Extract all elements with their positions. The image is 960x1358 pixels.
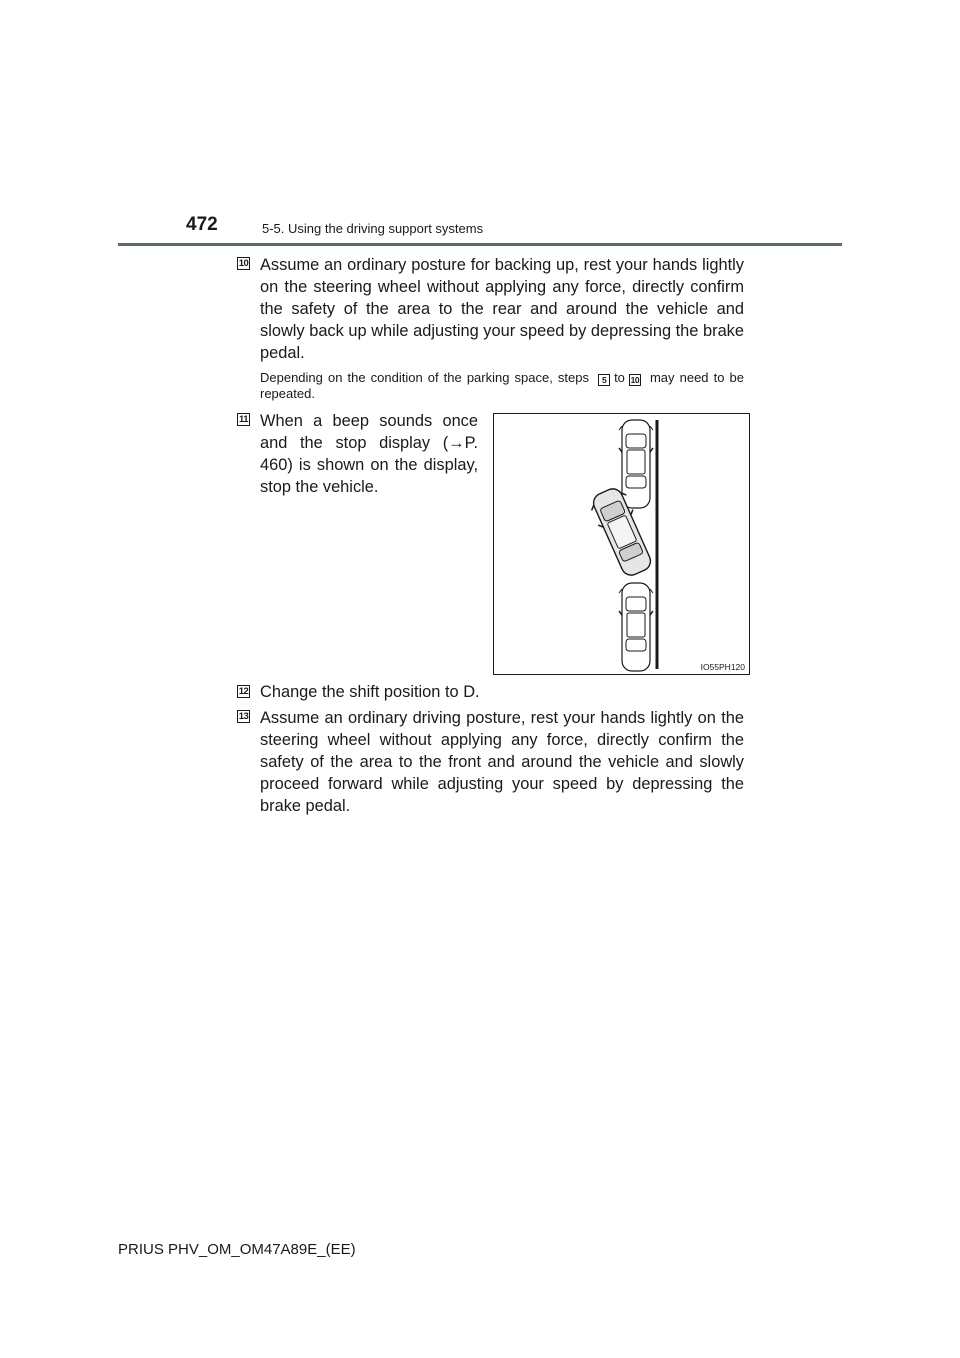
step-badge-12: 12 xyxy=(238,686,249,697)
document-id: PRIUS PHV_OM_OM47A89E_(EE) xyxy=(118,1241,356,1258)
step-text-10: Assume an ordinary posture for backing up, rest your hands lightly on the steering wheel without applying any force, directly confirm the safety of the area to the rear and around the vehicle and slowly back up while adjusting your speed by depressing the brake pedal. xyxy=(260,256,744,362)
step-text-11: When a beep sounds once and the stop display (→P. 460) is shown on the display, stop the vehicle. xyxy=(260,412,478,496)
header-rule xyxy=(118,243,842,246)
note-suffix: may need to be repeated. xyxy=(260,370,744,401)
page-number: 472 xyxy=(186,214,218,235)
note-prefix: Depending on the condition of the parking space, steps xyxy=(260,370,595,385)
step-text-12: Change the shift position to D. xyxy=(260,683,480,701)
section-title: 5-5. Using the driving support systems xyxy=(262,221,484,236)
figure-code: IO55PH120 xyxy=(700,662,745,672)
parking-illustration xyxy=(493,413,750,675)
step-badge-13: 13 xyxy=(238,711,249,722)
parked-car-rear xyxy=(619,583,653,671)
note-badge-from: 5 xyxy=(598,374,610,386)
note-badge-to: 10 xyxy=(630,375,640,385)
repeat-note xyxy=(260,370,744,401)
step-badge-10: 10 xyxy=(238,258,249,269)
note-middle: to xyxy=(614,370,625,385)
parking-diagram xyxy=(494,414,751,676)
step-text-13: Assume an ordinary driving posture, rest your hands lightly on the steering wheel without applying any force, directly confirm the safety of the area to the front and around the vehicle and slowly proceed forward while adjusting your speed by depressing the brake pedal. xyxy=(260,709,744,815)
step-badge-11: 11 xyxy=(238,414,249,425)
